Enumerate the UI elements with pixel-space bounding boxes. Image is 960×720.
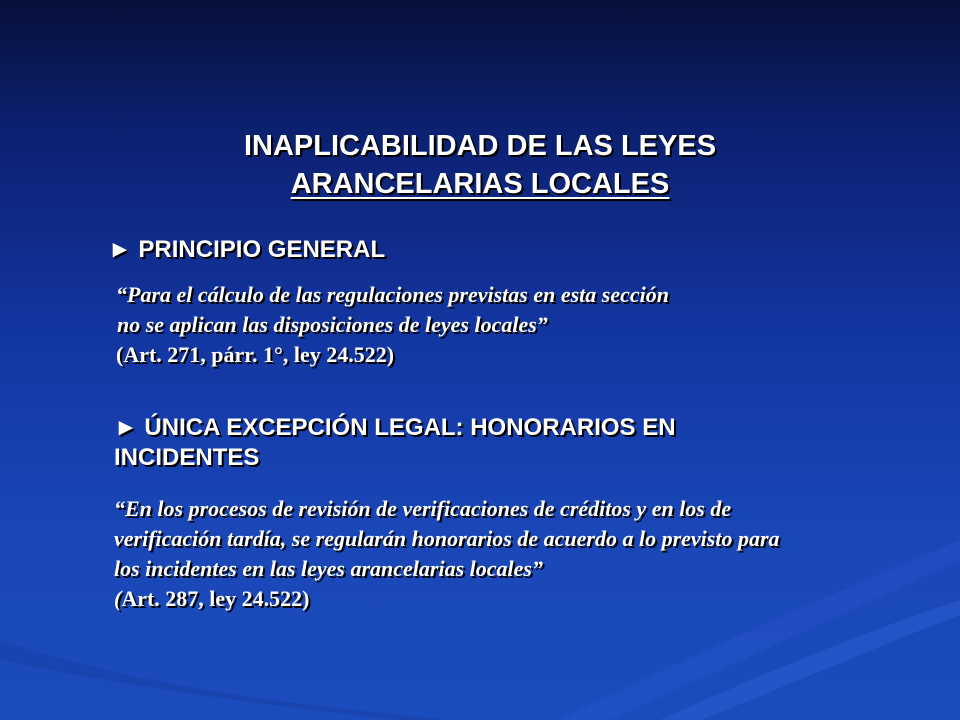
principle-heading: ► PRINCIPIO GENERAL (108, 236, 386, 263)
exception-reference-prefix: ( (114, 586, 122, 611)
slide-title-line2: ARANCELARIAS LOCALES (290, 168, 670, 200)
principle-reference: (Art. 271, párr. 1°, ley 24.522) (116, 342, 395, 367)
exception-heading-line2: INCIDENTES (114, 444, 260, 471)
exception-quote (114, 494, 944, 614)
exception-quote-line3: los incidentes en las leyes arancelarias locales” (114, 556, 543, 581)
exception-reference (114, 584, 944, 614)
principle-quote-line1: “Para el cálculo de las regulaciones previstas en esta sección (116, 282, 669, 307)
principle-quote (116, 280, 876, 370)
exception-heading (114, 413, 794, 473)
exception-quote-line1: “En los procesos de revisión de verificaciones de créditos y en los de (114, 496, 732, 521)
exception-reference-text: Art. 287, ley 24.522) (121, 586, 310, 611)
exception-quote-line2: verificación tardía, se regularán honorarios de acuerdo a lo previsto para (114, 526, 780, 551)
slide-title-line1: INAPLICABILIDAD DE LAS LEYES (243, 130, 717, 162)
principle-quote-line2: no se aplican las disposiciones de leyes locales” (117, 312, 548, 337)
exception-heading-line1: ► ÚNICA EXCEPCIÓN LEGAL: HONORARIOS EN (114, 414, 676, 441)
